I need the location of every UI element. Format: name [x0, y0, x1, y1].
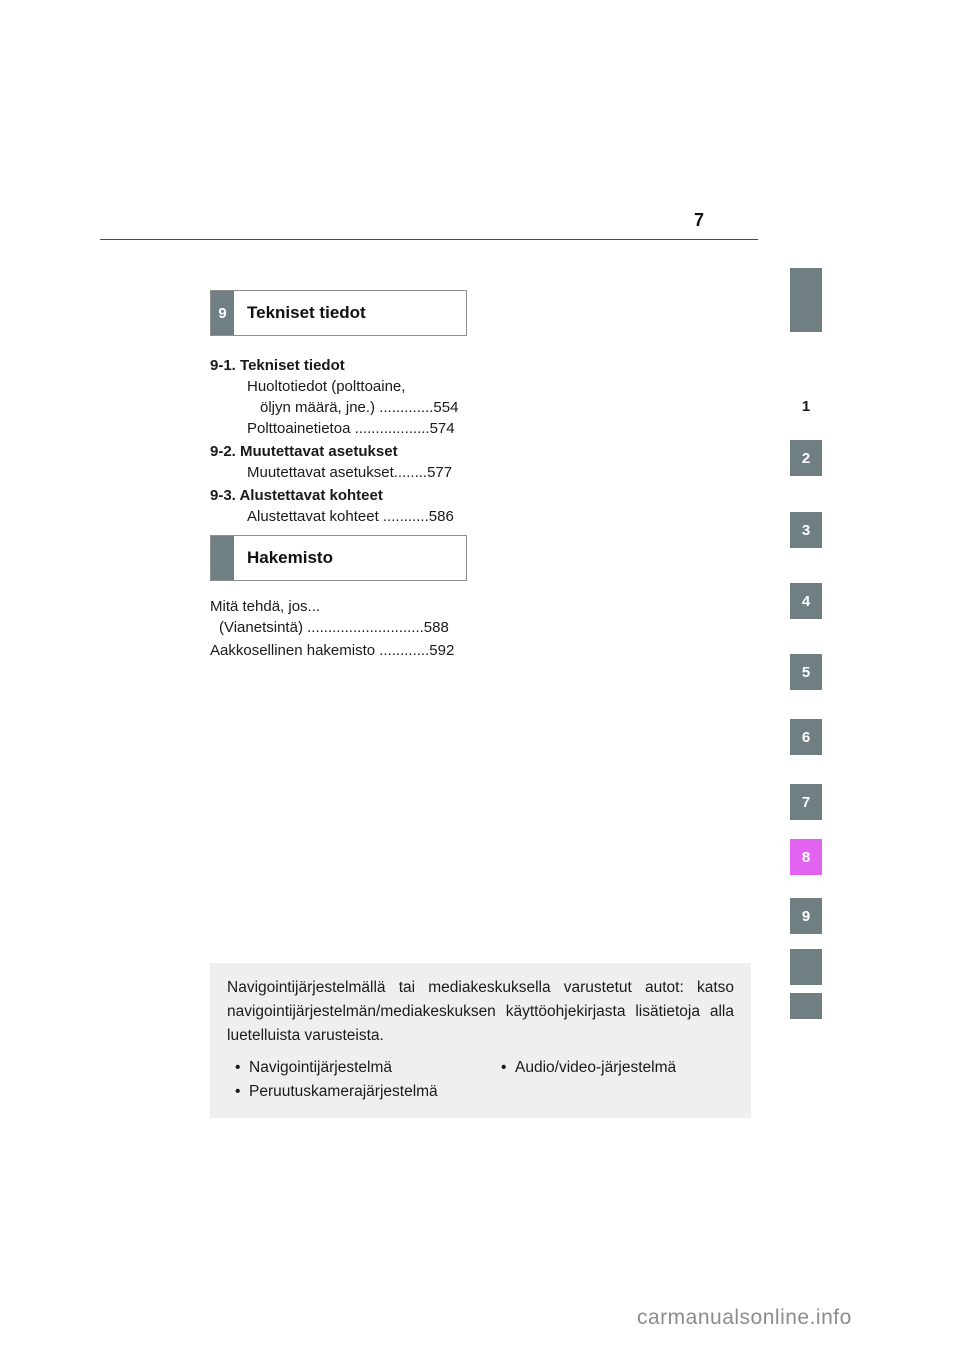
toc-entry-line: Alustettavat kohteet ...........586 [247, 508, 454, 525]
toc-entry-line: Mitä tehdä, jos... [210, 598, 321, 615]
side-tab-9: 9 [790, 898, 822, 934]
toc-entry-line: Huoltotiedot (polttoaine, [247, 378, 406, 395]
section-box-tekniset-tiedot [210, 290, 467, 336]
side-tab-1: 1 [790, 390, 822, 422]
side-tab-8: 8 [790, 839, 822, 875]
side-tab-7: 7 [790, 784, 822, 820]
notice-bullet-item: • Navigointijärjestelmä [233, 1056, 499, 1080]
section-number-badge: 9 [211, 291, 234, 335]
header-rule [100, 239, 758, 240]
toc-entry-line: Muutettavat asetukset........577 [247, 464, 453, 481]
page-number: 7 [694, 210, 705, 230]
toc-heading-9-1: 9-1. Tekniset tiedot [210, 357, 345, 374]
section-title: Tekniset tiedot [247, 303, 366, 322]
toc-heading-9-2: 9-2. Muutettavat asetukset [210, 443, 398, 460]
side-tab-blank-lower-2 [790, 993, 822, 1019]
toc-section-9 [210, 355, 475, 527]
side-tab-3: 3 [790, 512, 822, 548]
section-number-badge [211, 536, 234, 580]
side-tab-blank-top [790, 268, 822, 332]
watermark-text: carmanualsonline.info [637, 1306, 852, 1329]
side-tab-2: 2 [790, 440, 822, 476]
notice-bullet-item: • Peruutuskamerajärjestelmä [233, 1080, 499, 1104]
section-box-hakemisto [210, 535, 467, 581]
section-title: Hakemisto [247, 548, 333, 567]
notice-bullets-right [499, 1056, 734, 1104]
toc-heading-9-3: 9-3. Alustettavat kohteet [210, 487, 383, 504]
side-tab-blank-lower-1 [790, 949, 822, 985]
toc-entry-line: Polttoainetietoa ..................574 [247, 420, 455, 437]
notice-bullets-left [227, 1056, 499, 1104]
notice-paragraph: Navigointijärjestelmällä tai mediakeskuksella varustetut autot: katso navigointijärjestelmän/mediakeskuksen käyttöohjekirjasta lisätietoja alla luetelluista varusteista. [227, 979, 734, 1044]
side-tab-6: 6 [790, 719, 822, 755]
toc-index [210, 596, 475, 661]
toc-entry-line: öljyn määrä, jne.) .............554 [260, 399, 459, 416]
toc-entry-line: (Vianetsintä) ............................588 [219, 619, 449, 636]
side-tab-5: 5 [790, 654, 822, 690]
side-tab-4: 4 [790, 583, 822, 619]
notice-bullet-item: • Audio/video-järjestelmä [499, 1056, 734, 1080]
notice-bullet-columns [227, 1056, 734, 1104]
toc-entry-line: Aakkosellinen hakemisto ............592 [210, 642, 455, 659]
navigation-system-notice [210, 963, 751, 1118]
